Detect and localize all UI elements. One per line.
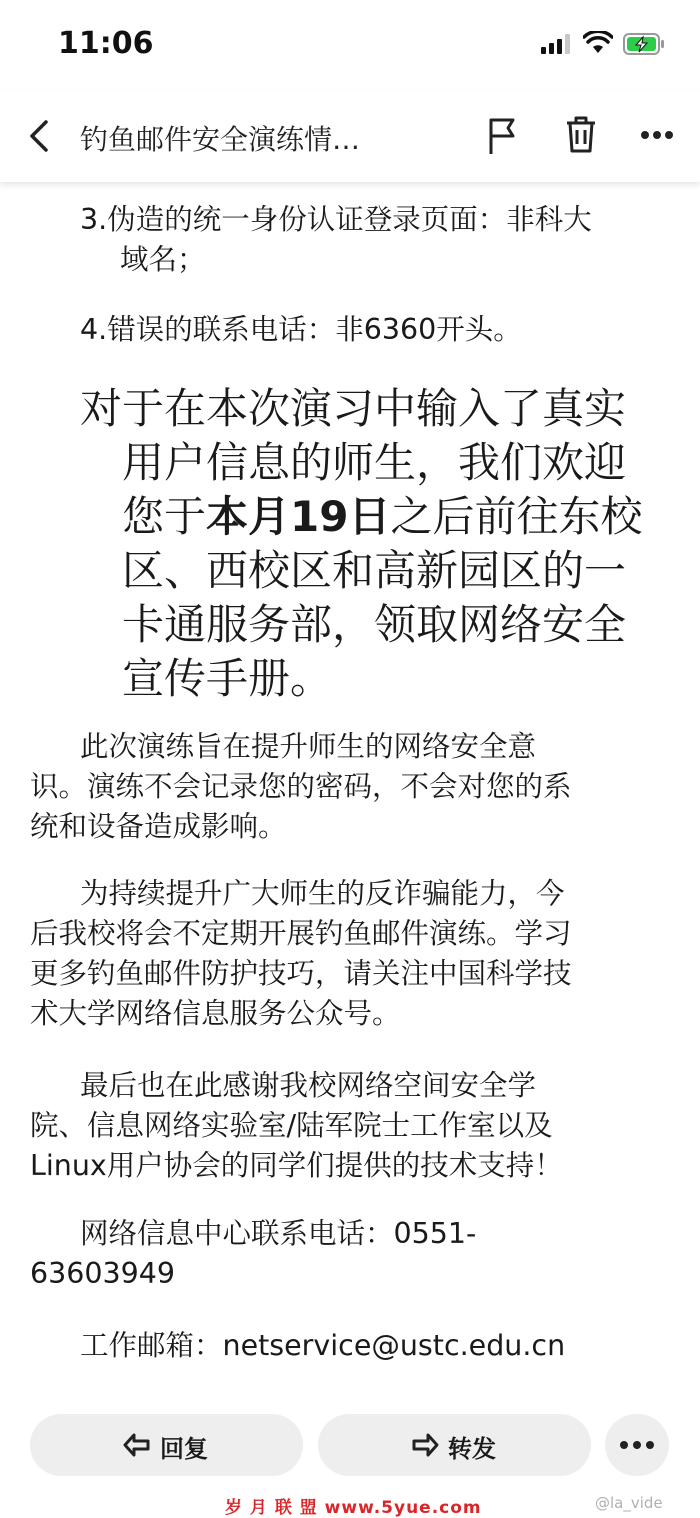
paragraph-3-line3: Linux用户协会的同学们提供的技术支持！ [30, 1149, 563, 1182]
list-item-3-line2: 域名； [120, 243, 206, 276]
contact-phone-line1: 网络信息中心联系电话：0551- [80, 1217, 477, 1250]
paragraph-2-line1: 为持续提升广大师生的反诈骗能力，今 [80, 877, 565, 910]
reply-icon [122, 1431, 152, 1459]
paragraph-2-line2: 后我校将会不定期开展钓鱼邮件演练。学习 [30, 917, 572, 950]
paragraph-3-line2: 院、信息网络实验室/陆军院士工作室以及 [30, 1109, 553, 1142]
paragraph-2-line4: 术大学网络信息服务公众号。 [30, 997, 401, 1030]
more-actions-icon [619, 1440, 655, 1450]
forward-label: 转发 [448, 1435, 496, 1463]
notice-line-3-post: 之后前往东校 [390, 492, 643, 541]
wifi-icon [583, 31, 613, 55]
notice-date-highlight: 本月19日 [206, 492, 391, 541]
paragraph-1-line2: 识。演练不会记录您的密码，不会对您的系 [30, 770, 572, 803]
more-actions-button[interactable] [605, 1414, 669, 1476]
mail-subject: 钓鱼邮件安全演练情… [80, 123, 361, 156]
back-icon[interactable] [22, 116, 58, 156]
cellular-signal-icon [541, 34, 571, 54]
weibo-watermark: @la_vide [595, 1494, 663, 1512]
paragraph-3-line1: 最后也在此感谢我校网络空间安全学 [80, 1069, 537, 1102]
notice-line-3-pre: 您于 [122, 492, 207, 541]
paragraph-2-line3: 更多钓鱼邮件防护技巧，请关注中国科学技 [30, 957, 572, 990]
contact-phone-line2[interactable]: 63603949 [30, 1257, 176, 1290]
trash-icon[interactable] [565, 115, 597, 155]
site-watermark: 岁 月 联 盟 www.5yue.com [225, 1498, 482, 1518]
status-time: 11:06 [58, 26, 154, 61]
notice-line-2: 用户信息的师生，我们欢迎 [122, 438, 627, 487]
status-bar [0, 0, 700, 90]
notice-line-6: 宣传手册。 [122, 654, 333, 703]
reply-label: 回复 [160, 1435, 208, 1463]
notice-line-1: 对于在本次演习中输入了真实 [80, 384, 627, 433]
more-icon[interactable] [640, 130, 674, 140]
list-item-3-line1: 3.伪造的统一身份认证登录页面：非科大 [80, 203, 592, 236]
battery-charging-icon [623, 33, 665, 55]
paragraph-1-line1: 此次演练旨在提升师生的网络安全意 [80, 730, 537, 763]
forward-icon [410, 1431, 440, 1459]
flag-icon[interactable] [485, 116, 519, 156]
reply-button[interactable] [30, 1414, 303, 1476]
list-item-4: 4.错误的联系电话：非6360开头。 [80, 313, 522, 346]
mail-header [0, 90, 700, 182]
notice-line-3 [122, 490, 642, 544]
paragraph-1-line3: 统和设备造成影响。 [30, 810, 287, 843]
notice-line-5: 卡通服务部，领取网络安全 [122, 600, 627, 649]
contact-email[interactable]: 工作邮箱：netservice@ustc.edu.cn [80, 1329, 566, 1362]
forward-button[interactable] [318, 1414, 591, 1476]
notice-line-4: 区、西校区和高新园区的一 [122, 546, 627, 595]
